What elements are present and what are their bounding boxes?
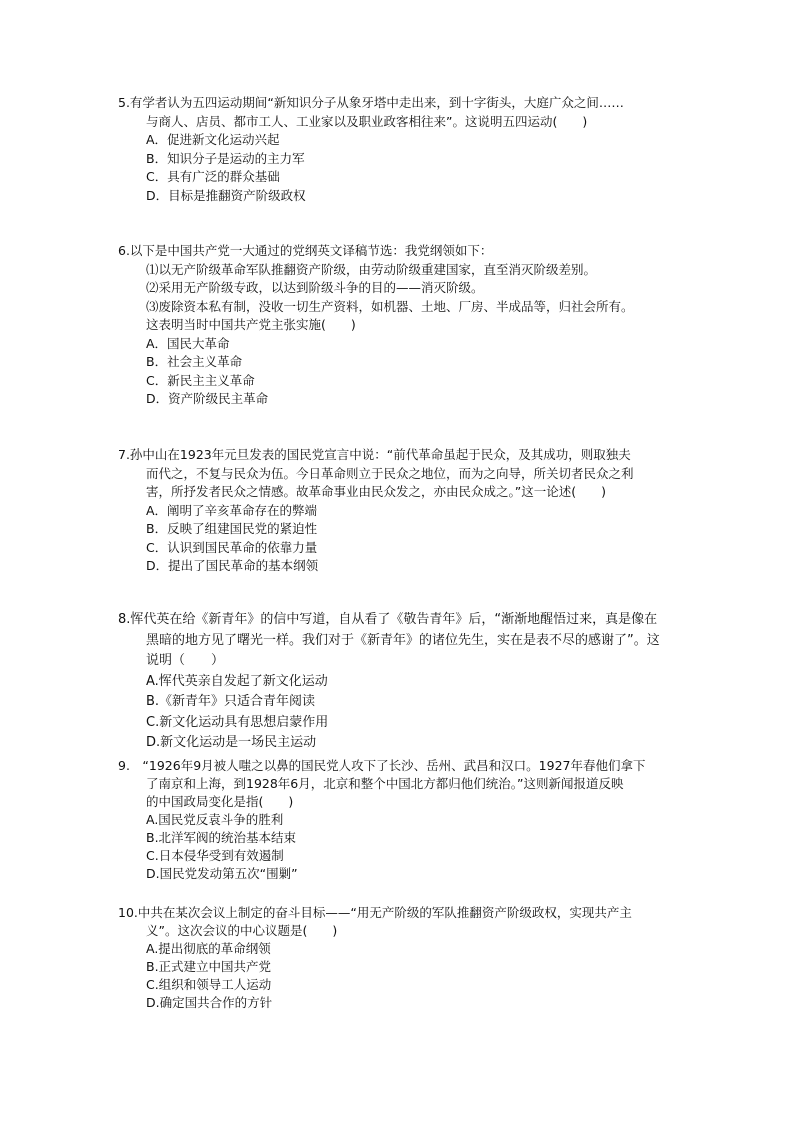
question-stem: 9. “1926年9月被人嗤之以鼻的国民党人攻下了长沙、岳州、武昌和汉口。1927年春他们拿下 — [118, 758, 646, 773]
option-b: B．反映了组建国民党的紧迫性 — [146, 521, 318, 536]
option-b: B．社会主义革命 — [146, 354, 243, 369]
question-stem-continued: 说明（ ） — [146, 653, 225, 668]
option-a: A．阐明了辛亥革命存在的弊端 — [146, 502, 318, 518]
program-item-3: ⑶废除资本私有制，没收一切生产资料，如机器、土地、厂房、半成品等，归社会所有。 — [146, 298, 634, 314]
question-stem: 6.以下是中国共产党一大通过的党纲英文译稿节选：我党纲领如下： — [118, 243, 493, 258]
option-d: D．提出了国民革命的基本纲领 — [146, 558, 319, 573]
question-9 — [118, 757, 708, 883]
option-d: D.新文化运动是一场民主运动 — [146, 735, 317, 750]
option-c: C．具有广泛的群众基础 — [146, 169, 280, 184]
question-5 — [118, 94, 708, 205]
option-b: B.正式建立中国共产党 — [146, 959, 272, 974]
option-d: D.确定国共合作的方针 — [146, 995, 273, 1010]
question-stem-continued: 与商人、店员、都市工人、工业家以及职业政客相往来”。这说明五四运动( ) — [146, 113, 588, 129]
option-c: C.日本侵华受到有效遏制 — [146, 848, 284, 863]
program-item-1: ⑴以无产阶级革命军队推翻资产阶级，由劳动阶级重建国家，直至消灭阶级差别。 — [146, 261, 597, 277]
option-c: C．新民主主义革命 — [146, 372, 255, 388]
question-stem: 7.孙中山在1923年元旦发表的国民党宣言中说：“前代革命虽起于民众，及其成功，则取独夫 — [118, 447, 631, 462]
option-c: C．认识到国民革命的依靠力量 — [146, 539, 318, 555]
option-a: A．促进新文化运动兴起 — [146, 132, 280, 147]
question-stem: 10.中共在某次会议上制定的奋斗目标——“用无产阶级的军队推翻资产阶级政权，实现共产主 — [118, 905, 632, 920]
option-d: D.国民党发动第五次“围剿” — [146, 866, 298, 881]
option-b: B.《新青年》只适合青年阅读 — [146, 694, 316, 709]
option-a: A.恽代英亲自发起了新文化运动 — [146, 673, 328, 689]
question-stem: 5.有学者认为五四运动期间“新知识分子从象牙塔中走出来，到十字街头，大庭广众之间…… — [118, 95, 624, 110]
option-d: D．目标是推翻资产阶级政权 — [146, 187, 306, 203]
option-a: A.提出彻底的革命纲领 — [146, 941, 271, 956]
question-6 — [118, 242, 708, 409]
question-stem-continued: 义”。这次会议的中心议题是( ) — [146, 923, 338, 938]
question-stem-continued: 黑暗的地方见了曙光一样。我们对于《新青年》的诸位先生，实在是表不尽的感谢了”。这 — [146, 632, 660, 648]
question-stem-continued: 而代之，不复与民众为伍。今日革命则立于民众之地位，而为之向导，所关切者民众之利 — [146, 465, 634, 481]
option-b: B．知识分子是运动的主力军 — [146, 150, 305, 166]
option-c: C.组织和领导工人运动 — [146, 977, 272, 992]
question-7 — [118, 446, 708, 576]
option-a: A.国民党反袁斗争的胜利 — [146, 812, 284, 827]
question-stem: 8.恽代英在给《新青年》的信中写道，自从看了《敬告青年》后，“渐渐地醒悟过来，真是像在 — [118, 612, 658, 627]
question-10 — [118, 904, 708, 1012]
question-stem-continued: 的中国政局变化是指( ) — [146, 794, 294, 809]
question-8 — [118, 610, 708, 754]
question-stem-continued: 了南京和上海，到1928年6月，北京和整个中国北方都归他们统治。”这则新闻报道反映 — [146, 776, 624, 791]
question-stem-continued: 害，所抒发者民众之情感。故革命事业由民众发之，亦由民众成之。”这一论述( ) — [146, 484, 606, 499]
question-stem-continued: 这表明当时中国共产党主张实施( ) — [146, 317, 356, 332]
option-b: B.北洋军阀的统治基本结束 — [146, 830, 297, 845]
option-d: D．资产阶级民主革命 — [146, 391, 269, 406]
program-item-2: ⑵采用无产阶级专政，以达到阶级斗争的目的——消灭阶级。 — [146, 280, 484, 295]
option-a: A．国民大革命 — [146, 335, 230, 351]
option-c: C.新文化运动具有思想启蒙作用 — [146, 714, 329, 730]
